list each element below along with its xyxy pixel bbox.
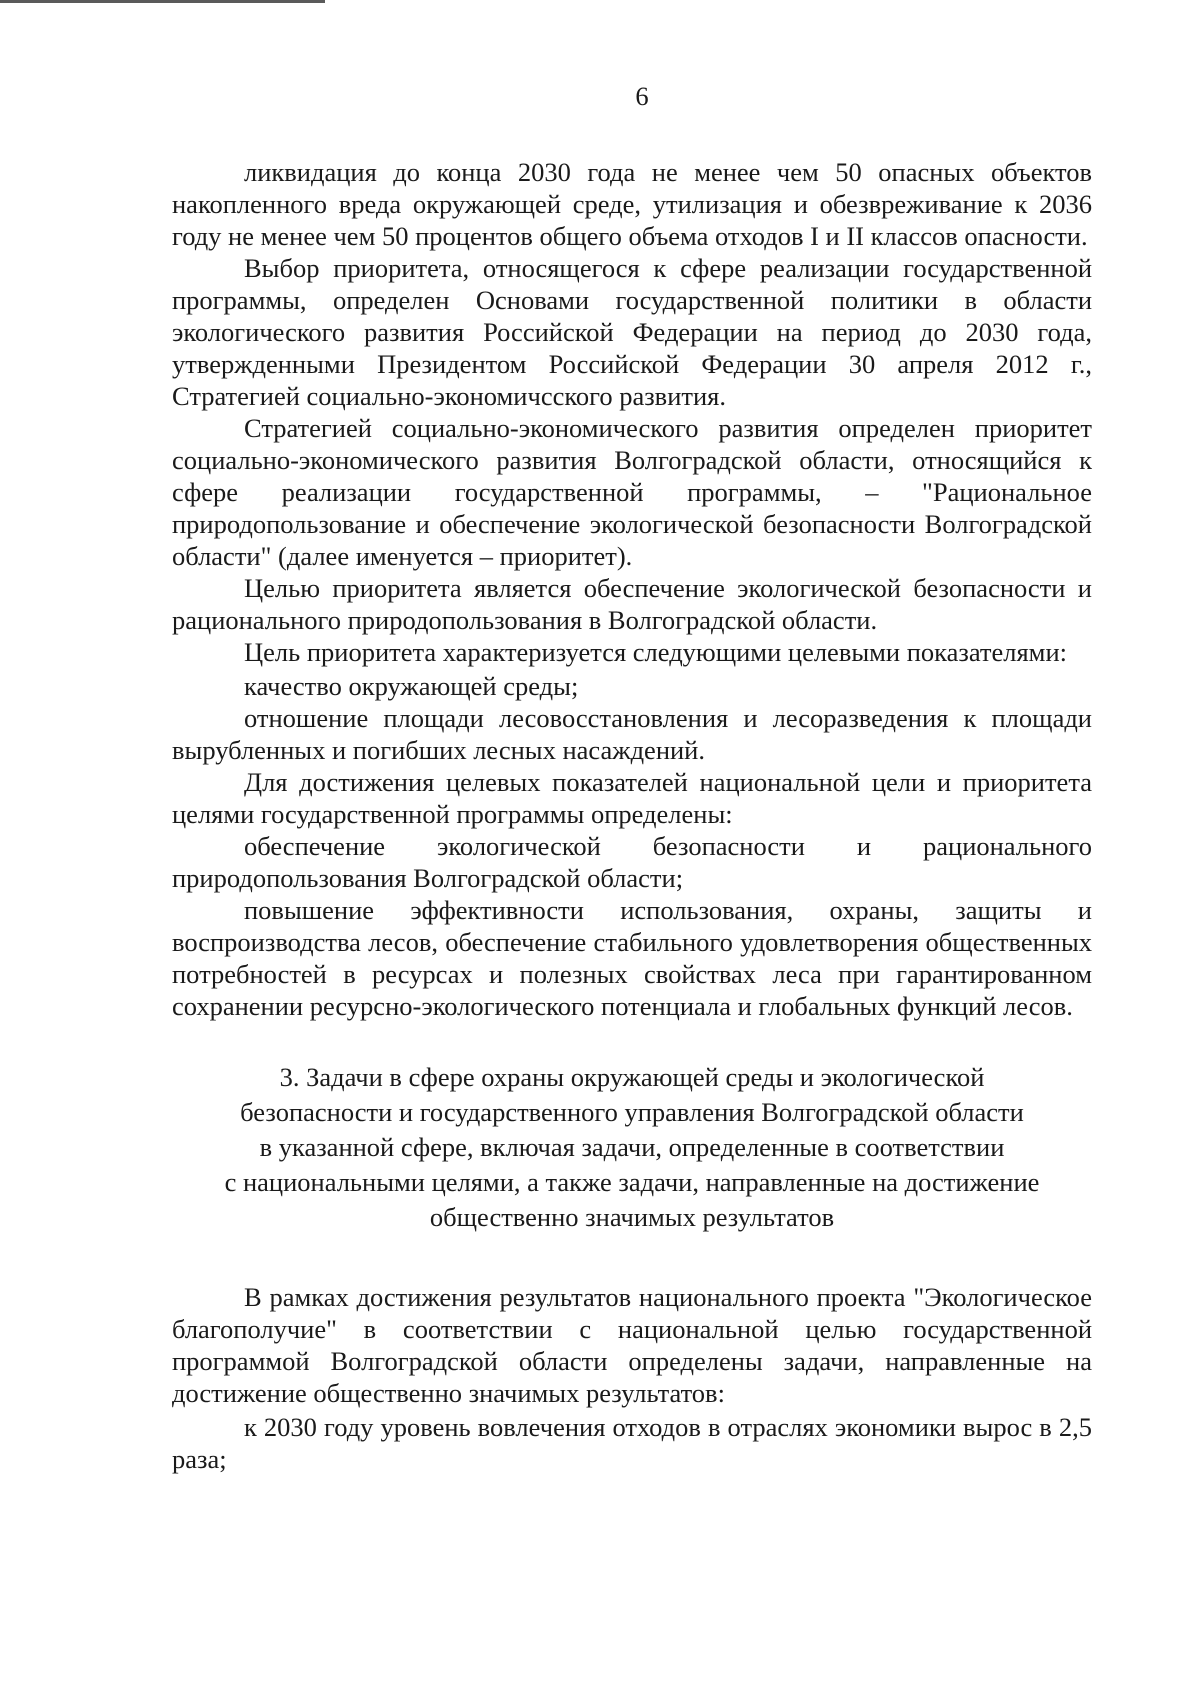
paragraph-priority-goal: Целью приоритета является обеспечение экологической безопасности и рационального природопользования в Волгоградской области. xyxy=(172,573,1092,635)
section-heading xyxy=(172,1060,1092,1235)
paragraph-national-project: В рамках достижения результатов национального проекта "Экологическое благополучие" в соответствии с национальной целью государственной программой Волгоградской области определены задачи, направленные на достижение общественно значимых результатов: xyxy=(172,1282,1092,1408)
list-item-reforestation-ratio: отношение площади лесовосстановления и лесоразведения к площади вырубленных и погибших лесных насаждений. xyxy=(172,703,1092,765)
section-heading-line: безопасности и государственного управления Волгоградской области xyxy=(240,1097,1024,1127)
paragraph-goal-indicators: Цель приоритета характеризуется следующими целевыми показателями: xyxy=(244,637,1067,667)
section-heading-line: 3. Задачи в сфере охраны окружающей среды и экологической xyxy=(279,1062,985,1092)
section-heading-line: с национальными целями, а также задачи, направленные на достижение xyxy=(224,1167,1040,1197)
paragraph-priority-choice: Выбор приоритета, относящегося к сфере реализации государственной программы, определен Основами государственной политики в области экологического развития Российской Федерации на период до 2030 года, утвержденными Президентом Российской Федерации 30 апреля 2012 г., Стратегией социально-экономичсского развития. xyxy=(172,253,1092,411)
section-heading-line: общественно значимых результатов xyxy=(429,1202,835,1232)
section-heading-line: в указанной сфере, включая задачи, определенные в соответствии xyxy=(259,1132,1005,1162)
body-text-before-heading xyxy=(172,156,1092,1022)
list-item-waste-involvement: к 2030 году уровень вовлечения отходов в отраслях экономики вырос в 2,5 раза; xyxy=(172,1412,1092,1474)
paragraph-strategy-priority: Стратегией социально-экономического развития определен приоритет социально-экономического развития Волгоградской области, относящийся к сфере реализации государственной программы, – "Рациональное природопользование и обеспечение экологической безопасности Волгоградской области" (далее именуется – приоритет). xyxy=(172,413,1092,571)
list-item-ecological-safety: обеспечение экологической безопасности и рационального природопользования Волгоградской области; xyxy=(172,831,1092,893)
page-number: 6 xyxy=(635,81,649,111)
body-text-after-heading xyxy=(172,1281,1092,1475)
list-item-forest-efficiency: повышение эффективности использования, охраны, защиты и воспроизводства лесов, обеспечение стабильного удовлетворения общественных потребностей в ресурсах и полезных свойствах леса при гарантированном сохранении ресурсно-экологического потенциала и глобальных функций лесов. xyxy=(172,895,1092,1021)
scan-edge-mark xyxy=(0,0,325,3)
paragraph-program-goals: Для достижения целевых показателей национальной цели и приоритета целями государственной программы определены: xyxy=(172,767,1092,829)
paragraph-waste-liquidation: ликвидация до конца 2030 года не менее чем 50 опасных объектов накопленного вреда окружающей среде, утилизация и обезвреживание к 2036 году не менее чем 50 процентов общего объема отходов I и II классов опасности. xyxy=(172,157,1092,251)
list-item-environment-quality: качество окружающей среды; xyxy=(244,671,579,701)
document-page xyxy=(172,80,1092,1475)
